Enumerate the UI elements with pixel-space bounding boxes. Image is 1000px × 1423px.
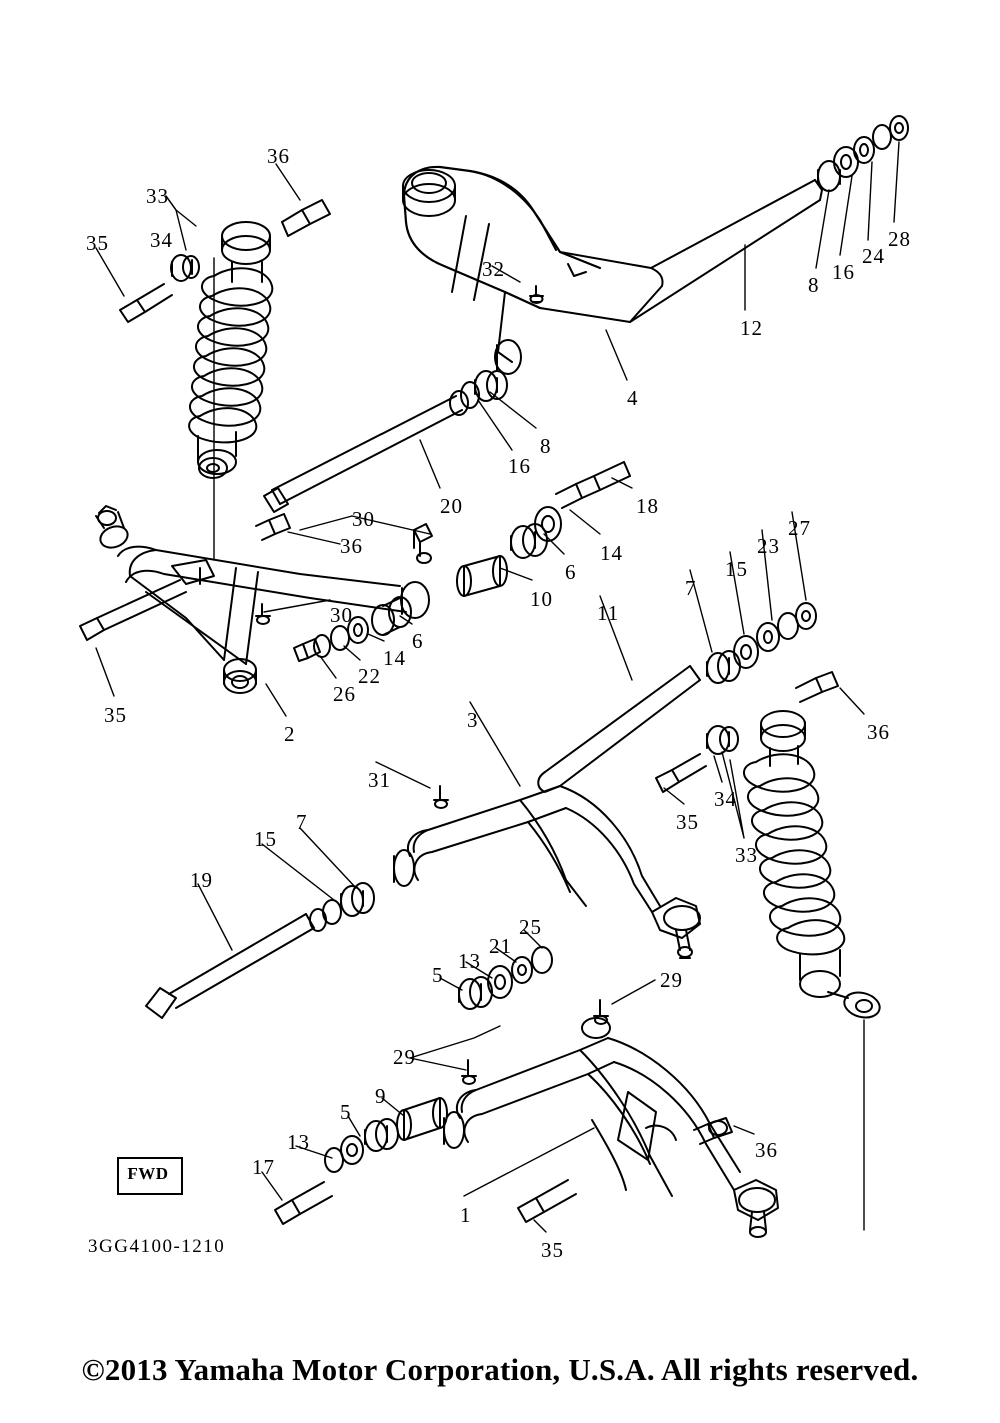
callout-36-c: 36 — [867, 720, 890, 744]
callout-35-b: 35 — [104, 703, 127, 727]
callout-15: 15 — [725, 557, 748, 581]
callout-21: 21 — [489, 934, 512, 958]
callout-35-c: 35 — [676, 810, 699, 834]
callout-8-b: 8 — [540, 434, 552, 458]
bushing-34-bolt-35-right — [656, 726, 738, 792]
bushing-34-bolt-35-upper — [120, 255, 199, 322]
bushing-group-items-6-10-14-18 — [457, 462, 630, 596]
callout-12: 12 — [740, 316, 763, 340]
callout-36-d: 36 — [755, 1138, 778, 1162]
callout-17: 17 — [252, 1155, 275, 1179]
callout-14-b: 14 — [383, 646, 406, 670]
callout-33-b: 33 — [735, 843, 758, 867]
callout-33: 33 — [146, 184, 169, 208]
callout-13-b: 13 — [287, 1130, 310, 1154]
callout-18: 18 — [636, 494, 659, 518]
hardware-stack-upper-right — [818, 116, 908, 191]
hardware-group-items-9-13-17 — [275, 1098, 447, 1224]
callout-16-b: 16 — [508, 454, 531, 478]
callout-22: 22 — [358, 664, 381, 688]
hardware-stack-items-7-15-23-27 — [707, 603, 816, 683]
callout-2: 2 — [284, 722, 296, 746]
front-shock-right — [744, 711, 883, 1021]
callout-30-b: 30 — [330, 603, 353, 627]
callout-6: 6 — [565, 560, 577, 584]
callout-20: 20 — [440, 494, 463, 518]
tie-rod-item20 — [264, 391, 468, 512]
washers-items-7-15-left — [323, 883, 374, 924]
callout-29: 29 — [660, 968, 683, 992]
callout-25: 25 — [519, 915, 542, 939]
callout-14: 14 — [600, 541, 623, 565]
callout-36: 36 — [267, 144, 290, 168]
tie-rod-item19 — [146, 909, 326, 1018]
callout-31: 31 — [368, 768, 391, 792]
callout-35-d: 35 — [541, 1238, 564, 1262]
callout-7-b: 7 — [296, 810, 308, 834]
callout-30: 30 — [352, 507, 375, 531]
callout-7: 7 — [685, 576, 697, 600]
callout-28: 28 — [888, 227, 911, 251]
callout-36-b: 36 — [340, 534, 363, 558]
callout-34-b: 34 — [714, 787, 737, 811]
upper-rear-a-arm — [403, 167, 822, 374]
callout-27: 27 — [788, 516, 811, 540]
callout-13: 13 — [458, 949, 481, 973]
callout-1: 1 — [460, 1203, 472, 1227]
callout-26: 26 — [333, 682, 356, 706]
callout-10: 10 — [530, 587, 553, 611]
callout-35: 35 — [86, 231, 109, 255]
callout-24: 24 — [862, 244, 885, 268]
callout-9: 9 — [375, 1084, 387, 1108]
callout-29-b: 29 — [393, 1045, 416, 1069]
bolt-35-lower — [518, 1180, 576, 1222]
front-shock-upper-left — [189, 222, 272, 478]
callout-5: 5 — [432, 963, 444, 987]
bolt-36-right — [796, 672, 838, 702]
fwd-label: FWD — [127, 1164, 169, 1183]
callout-32: 32 — [482, 257, 505, 281]
callout-16: 16 — [832, 260, 855, 284]
diagram-part-code: 3GG4100-1210 — [88, 1236, 226, 1257]
callout-15-b: 15 — [254, 827, 277, 851]
lower-front-a-arm-item1 — [444, 1000, 778, 1237]
copyright-notice: ©2013 Yamaha Motor Corporation, U.S.A. All rights reserved. — [81, 1352, 919, 1387]
callout-34: 34 — [150, 228, 173, 252]
callout-23: 23 — [757, 534, 780, 558]
callout-3: 3 — [467, 708, 479, 732]
callout-19: 19 — [190, 868, 213, 892]
fwd-direction-marker — [117, 1157, 181, 1193]
callout-5-b: 5 — [340, 1100, 352, 1124]
upper-front-a-arm-item3 — [394, 666, 700, 958]
bolt-36-upper-left — [282, 200, 330, 236]
callout-8: 8 — [808, 273, 820, 297]
callout-11: 11 — [597, 601, 620, 625]
callout-6-b: 6 — [412, 629, 424, 653]
callout-4: 4 — [627, 386, 639, 410]
